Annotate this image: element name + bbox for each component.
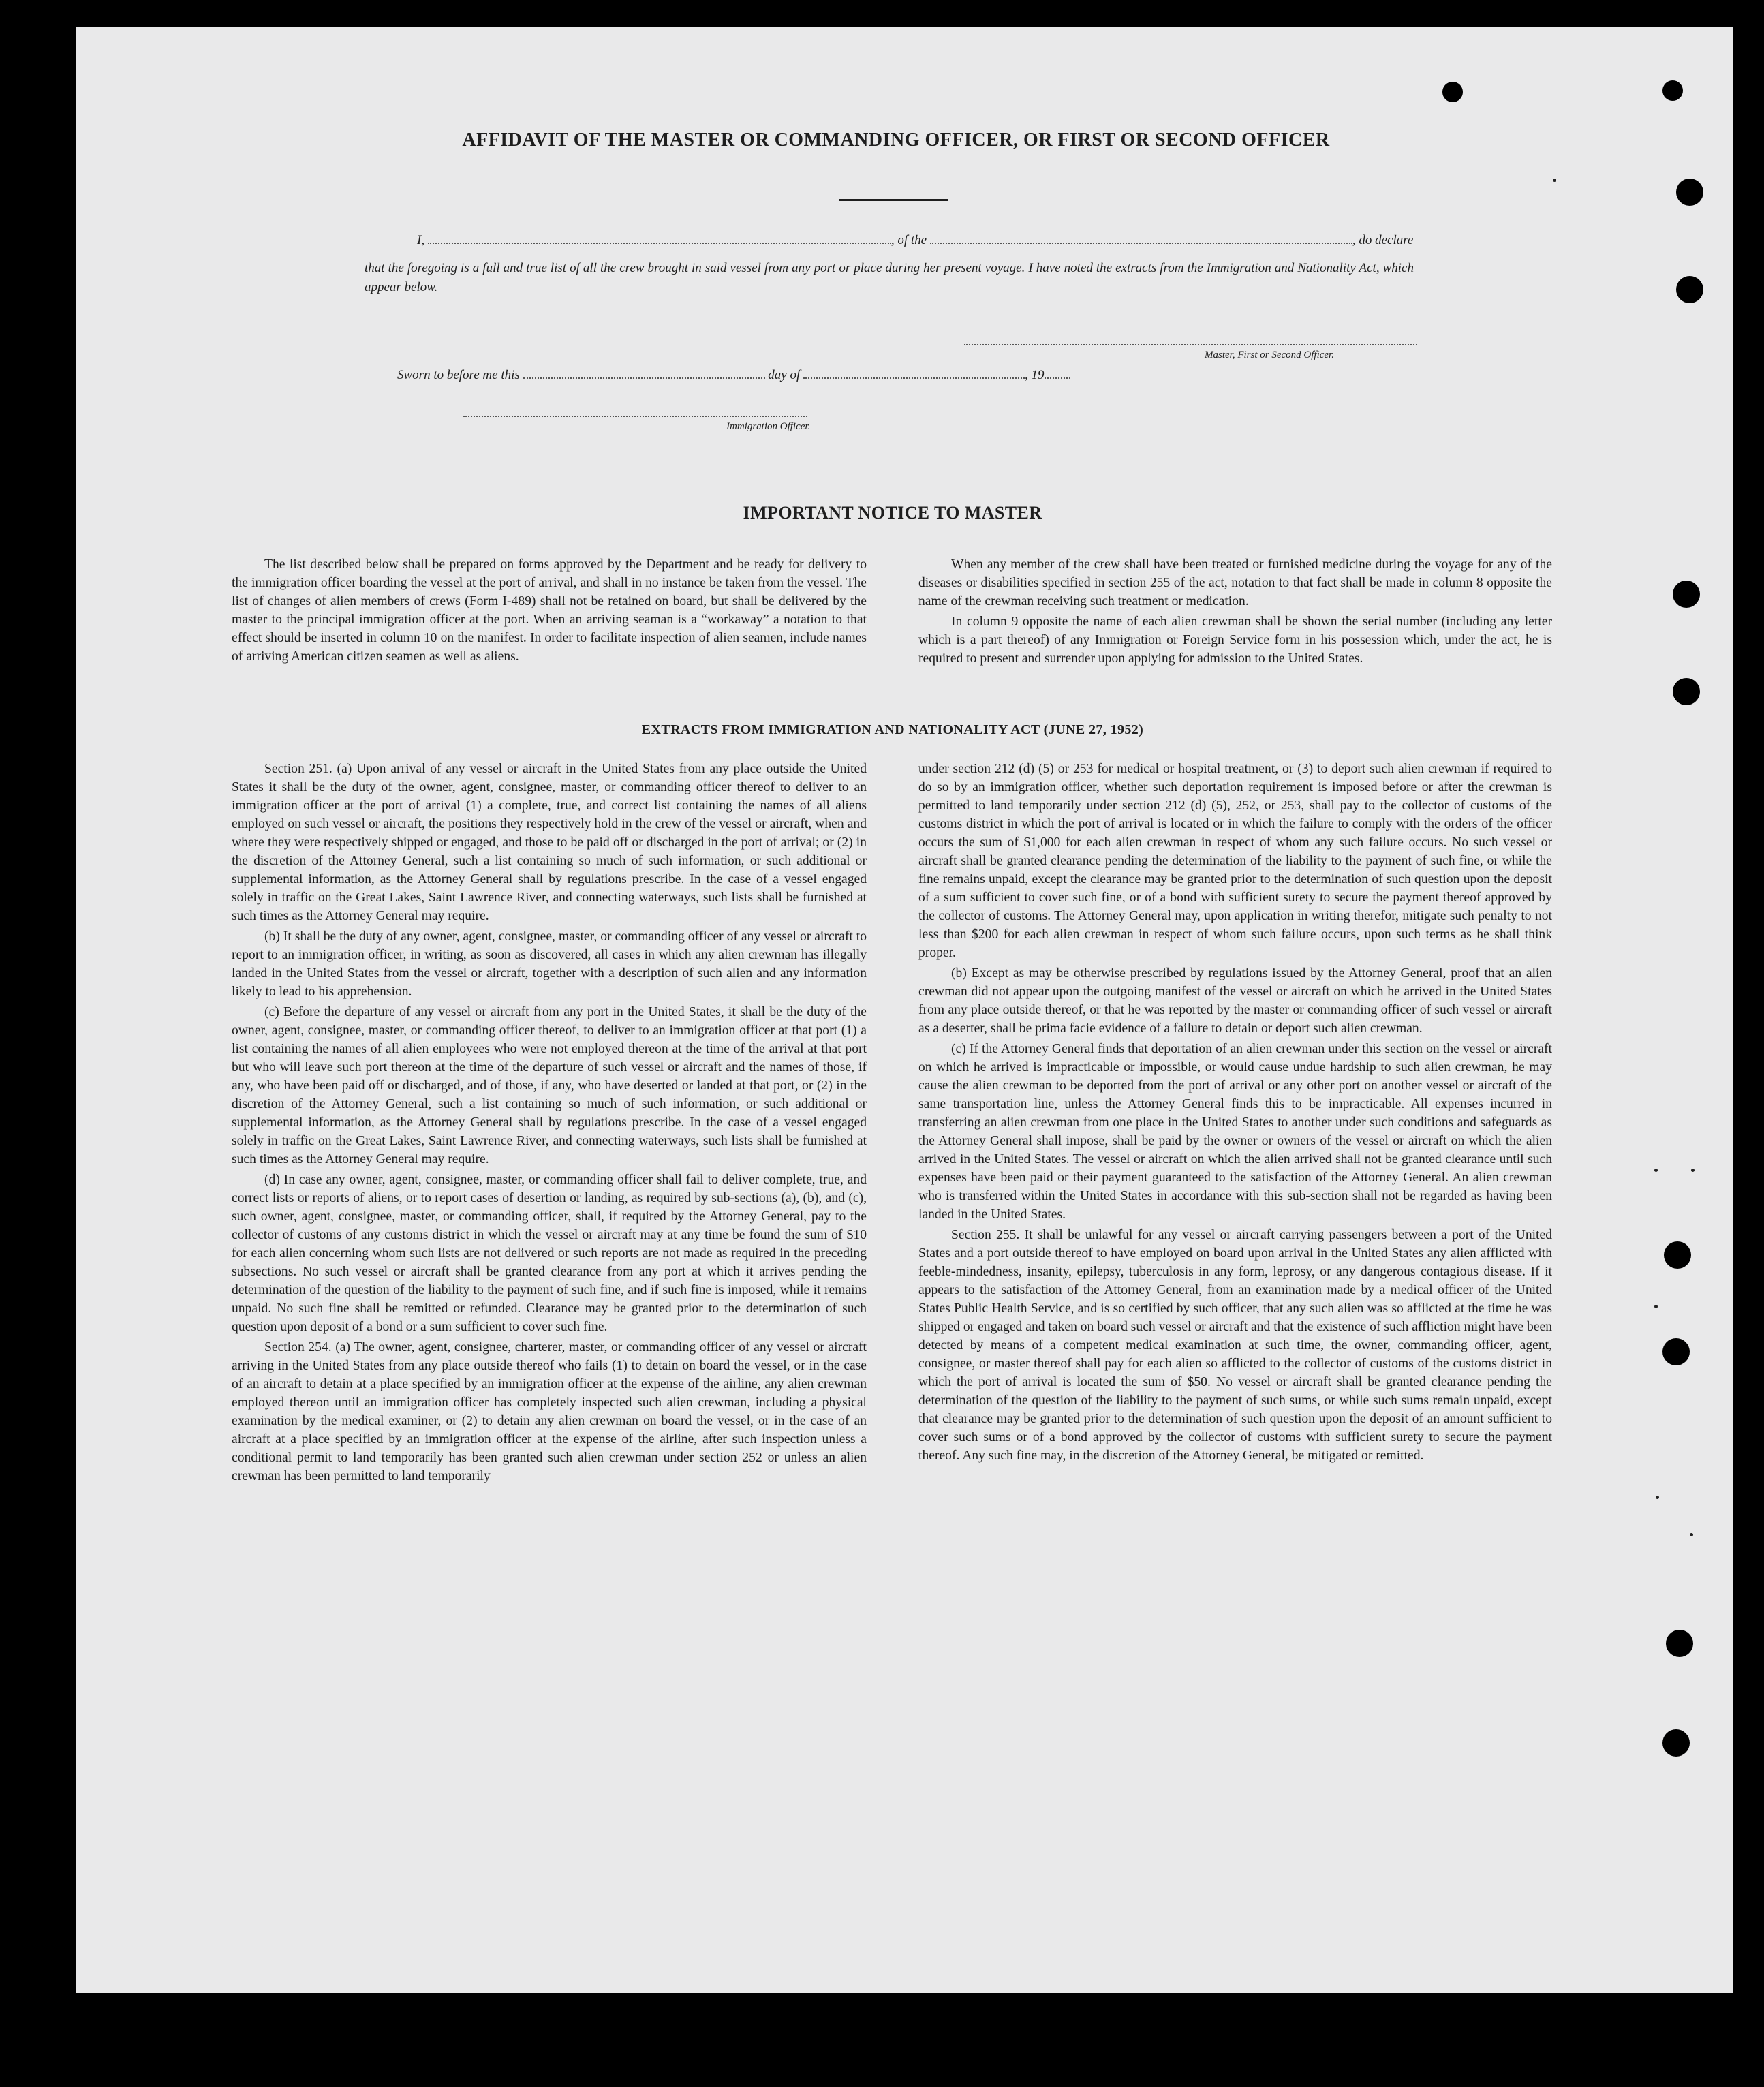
punch-hole (1666, 1630, 1693, 1657)
punch-hole (1442, 82, 1463, 102)
speck (1553, 179, 1556, 182)
speck (1654, 1169, 1658, 1172)
notice-left-paragraph: The list described below shall be prepared on forms approved by the Department and be ready for delivery to the immigration officer boarding the vessel at the port of arrival, and shall in no instance be taken from the vessel. The list of changes of alien members of crews (Form I-489) shall not be retained on board, but shall be delivered by the master to the principal immigration officer at the port. When an arriving seaman is a “workaway” a notation to that effect should be inserted in column 10 on the manifest. In order to facilitate inspection of alien seamen, include names of arriving American citizen seamen as well as aliens. (232, 557, 867, 664)
declarant-prefix: I, (417, 233, 425, 247)
declarant-name-field[interactable] (428, 232, 891, 244)
notice-right-paragraph: When any member of the crew shall have been treated or furnished medicine during the voyage for any of the diseases or disabilities specified in section 255 of the act, notation to that fact shall be made in column 8 opposite the name of the crewman receiving such treatment or medication. (918, 557, 1552, 608)
notice-right-paragraph: In column 9 opposite the name of each alien crewman shall be shown the serial number (including any letter which is a part thereof) of any Immigration or Foreign Service form in his possession which, under the act, he is required to present and surrender upon applying for admission to the United States. (918, 615, 1552, 666)
section-254b: (b) Except as may be otherwise prescribed by regulations issued by the Attorney General, proof that an alien crewman did not appear upon the outgoing manifest of the vessel or aircraft on which he arrived in the United States from any place outside thereof, or that he was reported by the master or commanding officer of such vessel or aircraft as a deserter, shall be prima facie evidence of a failure to detain or deport such alien crewman. (918, 966, 1552, 1036)
extracts-left-column (232, 760, 867, 1487)
do-declare-label: , do declare (1352, 233, 1414, 247)
speck (1656, 1496, 1659, 1499)
punch-hole (1664, 1241, 1691, 1269)
speck (1690, 1533, 1693, 1536)
section-251b: (b) It shall be the duty of any owner, agent, consignee, master, or commanding officer of any vessel or aircraft to report to an immigration officer, in writing, as soon as discovered, all cases in which any alien crewman has illegally landed in the United States from the vessel or aircraft, together with a description of such alien and any information likely to lead to his apprehension. (232, 929, 867, 999)
declaration-text: that the foregoing is a full and true list of all the crew brought in said vessel from any port or place during her present voyage. I have noted the extracts from the Immigration and Nationality Act, which appear below. (365, 261, 1414, 294)
section-254a: Section 254. (a) The owner, agent, consignee, charterer, master, or commanding officer of any vessel or aircraft arriving in the United States from any place outside thereof who fails (1) to detain on board the vessel, or in the case of an aircraft to detain at a place specified by an immigration officer at the expense of the airline, any alien crewman employed thereon until an immigration officer has completely inspected such alien crewman, including a physical examination by the medical examiner, or (2) to detain any alien crewman on board the vessel, or in the case of an aircraft at a place specified by an immigration officer at the expense of the airline, after such inspection unless a conditional permit to land temporarily has been granted such alien crewman under section 252 or unless an alien crewman has been permitted to land temporarily (232, 1340, 867, 1483)
sworn-line (397, 367, 1070, 383)
section-254c: (c) If the Attorney General finds that deportation of an alien crewman under this section on the vessel or aircraft on which he arrived is impracticable or impossible, or would cause undue hardship to such alien crewman, he may cause the alien crewman to be deported from the port of arrival or any other port on another vessel or aircraft of the same transportation line, unless the Attorney General finds this to be impracticable. All expenses incurred in transferring an alien crewman from one place in the United States to another under such conditions and safeguards as the Attorney General shall impose, shall be paid by the owner or owners of the vessel or aircraft on which the alien arrived in the United States. The vessel or aircraft on which the alien arrived shall not be granted clearance until such expenses have been paid or their payment guaranteed to the satisfaction of the Attorney General. An alien crewman who is transferred within the United States in accordance with this sub-section shall not be regarded as having been landed in the United States. (918, 1042, 1552, 1222)
extracts-right-column (918, 760, 1552, 1467)
sworn-year-field[interactable] (1045, 367, 1070, 379)
of-the-label: , of the (891, 233, 927, 247)
sworn-prefix: Sworn to before me this (397, 368, 520, 382)
sworn-day-field[interactable] (523, 367, 765, 379)
immigration-officer-signature-field[interactable] (463, 416, 807, 417)
punch-hole (1673, 678, 1700, 705)
punch-hole (1673, 581, 1700, 608)
sworn-month-field[interactable] (803, 367, 1025, 379)
declarant-line (417, 232, 1413, 248)
immigration-officer-label: Immigration Officer. (726, 421, 811, 432)
section-251d: (d) In case any owner, agent, consignee, master, or commanding officer shall fail to deliver complete, true, and correct lists or reports of aliens, or to report cases of desertion or landing, as required by sub-sections (a), (b), and (c), such owner, agent, consignee, master, or commanding officer, shall, if required by the Attorney General, pay to the collector of customs of any customs district in which the vessel or aircraft may at any time be found the sum of $10 for each alien concerning whom such lists are not delivered or such reports are not made as required in the preceding subsections. No such vessel or aircraft shall be granted clearance from any port at which it arrives pending the determination of the question of the liability to the payment of such fine, and if such fine is imposed, while it remains unpaid. No such fine shall be remitted or refunded. Clearance may be granted prior to the determination of such question upon deposit of a bond or a sum sufficient to cover such fine. (232, 1173, 867, 1334)
title-underline (839, 199, 948, 201)
notice-left-column (232, 555, 867, 668)
section-255: Section 255. It shall be unlawful for any vessel or aircraft carrying passengers between a port of the United States and a port outside thereof to have employed on board upon arrival in the United States any alien afflicted with feeble-mindedness, insanity, epilepsy, tuberculosis in any form, leprosy, or any dangerous contagious disease. If it appears to the satisfaction of the Attorney General, from an examination made by a medical officer of the United States Public Health Service, and is so certified by such officer, that any such alien was so afflicted at the time he was shipped or engaged and taken on board such vessel or aircraft and that the existence of such affliction might have been detected by means of a competent medical examination at such time, the owner, commanding officer, agent, consignee, or master thereof shall pay for each alien so afflicted to the collector of customs of the customs district in which the port of arrival is located the sum of $50. No vessel or aircraft shall be granted clearance pending the determination of the question of the liability to the payment of such sums, or while such sums remain unpaid, except that clearance may be granted prior to the determination of such question upon the deposit of an amount sufficient to cover such sums or of a bond approved by the collector of customs with sufficient surety to secure the payment thereof. Any such fine may, in the discretion of the Attorney General, be mitigated or remitted. (918, 1228, 1553, 1463)
vessel-name-field[interactable] (930, 232, 1352, 244)
day-of-label: day of (768, 368, 801, 382)
extracts-title: EXTRACTS FROM IMMIGRATION AND NATIONALITY ACT (JUNE 27, 1952) (641, 722, 1144, 737)
speck (1654, 1305, 1658, 1308)
punch-hole (1662, 1338, 1690, 1365)
speck (1691, 1169, 1695, 1172)
punch-hole (1662, 80, 1683, 101)
affidavit-title: AFFIDAVIT OF THE MASTER OR COMMANDING OFFICER, OR FIRST OR SECOND OFFICER (462, 129, 1330, 151)
section-254a-continued: under section 212 (d) (5) or 253 for medical or hospital treatment, or (3) to deport such alien crewman if required to do so by an immigration officer, whether such deportation requirement is imposed before or after the crewman is permitted to land temporarily under section 212 (d) (5), 252, or 253, shall pay to the collector of customs of the customs district in which the port of arrival is located or in which the failure to comply with the orders of the officer occurs the sum of $1,000 for each alien crewman in respect of whom any such failure occurs. No such vessel or aircraft shall be granted clearance pending the determination of the liability to the payment of such fine, or while the fine remains unpaid, except the clearance may be granted prior to the determination of such question upon the deposit of a sum sufficient to cover such fine, or of a bond with sufficient surety to secure the payment thereof approved by the collector of customs. The Attorney General may, upon application in writing therefor, mitigate such penalty to not less than $200 for each alien crewman in respect of whom such failure occurs, upon such terms as he shall think proper. (918, 762, 1552, 960)
notice-right-column (918, 555, 1552, 670)
section-251a: Section 251. (a) Upon arrival of any vessel or aircraft in the United States from any place outside the United States it shall be the duty of the owner, agent, consignee, master, or commanding officer thereof to deliver to an immigration officer at the port of arrival (1) a complete, true, and correct list containing the names of all aliens employed on such vessel or aircraft, the positions they respectively hold in the crew of the vessel or aircraft, when and where they were respectively shipped or engaged, and those to be paid off or discharged in the port of arrival; or (2) in the discretion of the Attorney General, such a list containing so much of such information, or such additional or supplemental information, as the Attorney General shall by regulations prescribe. In the case of a vessel engaged solely in traffic on the Great Lakes, Saint Lawrence River, and connecting waterways, such lists shall be furnished at such times as the Attorney General may require. (232, 762, 867, 923)
notice-title: IMPORTANT NOTICE TO MASTER (743, 503, 1042, 523)
punch-hole (1662, 1729, 1690, 1757)
year-prefix: , 19 (1025, 368, 1045, 382)
master-signature-field[interactable] (964, 344, 1417, 345)
section-251c: (c) Before the departure of any vessel or aircraft from any port in the United States, it shall be the duty of the owner, agent, consignee, master, or commanding officer thereof, to deliver to an immigration officer at that port (1) a list containing the names of all alien employees who were not employed thereon at the time of the arrival at that port but who will leave such port thereon at the time of the departure of such vessel or aircraft and the names of those, if any, who have been paid off or discharged, and of those, if any, who have deserted or landed at that port, or (2) in the discretion of the Attorney General, such a list containing so much of such information, or such additional or supplemental information, as the Attorney General shall by regulations prescribe. In the case of a vessel engaged solely in traffic on the Great Lakes, Saint Lawrence River, and connecting waterways, such lists shall be furnished at such times as the Attorney General may require. (232, 1005, 867, 1166)
punch-hole (1676, 179, 1703, 206)
punch-hole (1676, 276, 1703, 303)
master-signature-label: Master, First or Second Officer. (1205, 350, 1334, 360)
